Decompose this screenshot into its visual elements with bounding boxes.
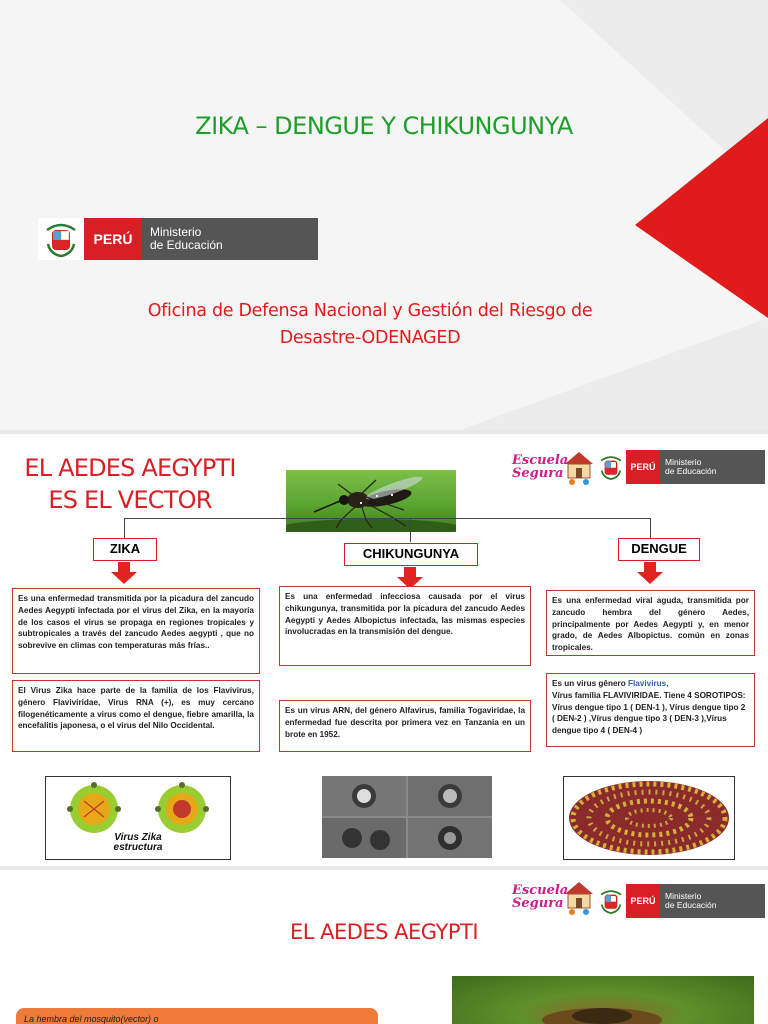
- arrow-down-icon: [636, 562, 664, 586]
- chikungunya-virus-info: Es un virus ARN, del género Alfavirus, familia Togaviridae, la enfermedad fue descrita por primera vez en Tanzania en un brote en 1952.: [279, 700, 531, 752]
- zika-structure-image: [45, 776, 231, 860]
- minedu-logo: [38, 218, 318, 260]
- zika-image-caption-1: Virus Zika: [114, 832, 162, 843]
- dengue-virus-info: [546, 673, 755, 747]
- dengue-virus-rest: Vírus família FLAVIVIRIDAE. Tiene 4 SOROTIPOS: Vírus dengue tipo 1 ( DEN-1 ), Vírus dengue tipo 2 ( DEN-2 ) ,Vírus dengue tipo 3 ( DEN-3 ),Vírus dengue tipo 4 ( DEN-4 ): [552, 690, 746, 736]
- dengue-virus-image: [563, 776, 735, 860]
- label-dengue: DENGUE: [618, 538, 700, 561]
- escuela-label: Escuela: [512, 883, 569, 898]
- connector-chik: [410, 518, 411, 542]
- zika-description: Es una enfermedad transmitida por la picadura del zancudo Aedes Aegypti infectada por el virus del Zika, en la mayoría de los casos el virus se propaga en regiones tropicales y subtropicales a través del zancudo Aedes aegypti , que no sobrevive en climas con temperaturas más frías..: [12, 588, 260, 674]
- ministry-label: [660, 884, 765, 918]
- ministry-line-2: de Educación: [665, 466, 717, 476]
- label-zika: ZIKA: [93, 538, 157, 561]
- ministry-line-1: Ministerio: [150, 224, 202, 239]
- ministry-line-2: de Educación: [150, 238, 223, 252]
- arrow-down-icon: [110, 562, 138, 586]
- peru-crest-icon: [38, 218, 84, 260]
- flavivirus-highlight: Flavivirus,: [627, 679, 669, 688]
- slide-2: [0, 434, 768, 866]
- slide-2-title: EL AEDES AEGYPTI ES EL VECTOR: [24, 454, 236, 514]
- slide-1-decoration: [0, 0, 768, 430]
- minedu-logo-slide-2: [596, 450, 765, 484]
- peru-label: PERÚ: [626, 884, 660, 918]
- chikungunya-micrograph-image: [322, 776, 492, 858]
- zika-image-caption-2: estructura: [113, 842, 163, 853]
- ministry-label: [142, 218, 318, 260]
- label-chikungunya: CHIKUNGUNYA: [344, 543, 478, 566]
- connector-horizontal: [124, 518, 650, 519]
- zika-virus-info: El Virus Zika hace parte de la familia de los Flavivirus, género Flaviviridae, Virus RNA (+), es muy cercano filogenéticamente a virus como el dengue, fiebre amarilla, la encefalitis japonesa, o el virus del Nilo Occidental.: [12, 680, 260, 752]
- peru-crest-icon: [596, 450, 626, 484]
- school-house-icon: [562, 448, 596, 488]
- slide-1: [0, 0, 768, 430]
- dengue-description: Es una enfermedad viral aguda, transmitida por zancudo hembra del género Aedes, principalmente por Aedes Aegypti y, en menor grado, de Aedes Albopictus. común en zonas tropicales.: [546, 590, 755, 656]
- school-house-icon: [562, 878, 596, 918]
- connector-dengue: [650, 518, 651, 538]
- peru-label: PERÚ: [84, 218, 142, 260]
- connector-zika: [124, 518, 125, 538]
- mosquito-photo: [286, 470, 456, 532]
- slide-3: [0, 870, 768, 1024]
- peru-crest-icon: [596, 884, 626, 918]
- info-callout-text: La hembra del mosquito(vector) o: [24, 1014, 159, 1024]
- escuela-segura-logo: [512, 878, 596, 922]
- minedu-logo-slide-3: [596, 884, 765, 918]
- chikungunya-description: Es una enfermedad infecciosa causada por el virus chikungunya, transmitida por la picadura del zancudo Aedes Aegypti y Aedes Albopictus infectada, las mismas especies involucradas en la transmisión del dengue.: [279, 586, 531, 666]
- peru-label: PERÚ: [626, 450, 660, 484]
- segura-label: Segura: [512, 466, 564, 481]
- escuela-label: Escuela: [512, 453, 569, 468]
- escuela-segura-logo: [512, 448, 596, 492]
- ministry-line-1: Ministerio: [665, 890, 702, 901]
- ministry-line-2: de Educación: [665, 900, 717, 910]
- presentation-subtitle: Oficina de Defensa Nacional y Gestión del Riesgo de Desastre-ODENAGED: [147, 301, 593, 348]
- red-triangle: [635, 118, 768, 318]
- segura-label: Segura: [512, 896, 564, 911]
- slide-3-title: EL AEDES AEGYPTI: [289, 920, 479, 944]
- mosquito-closeup-photo: [452, 976, 754, 1024]
- ministry-line-1: Ministerio: [665, 456, 702, 467]
- presentation-title: ZIKA – DENGUE Y CHIKUNGUNYA: [195, 112, 573, 140]
- ministry-label: [660, 450, 765, 484]
- dengue-virus-prefix: Es un virus gênero: [552, 679, 628, 688]
